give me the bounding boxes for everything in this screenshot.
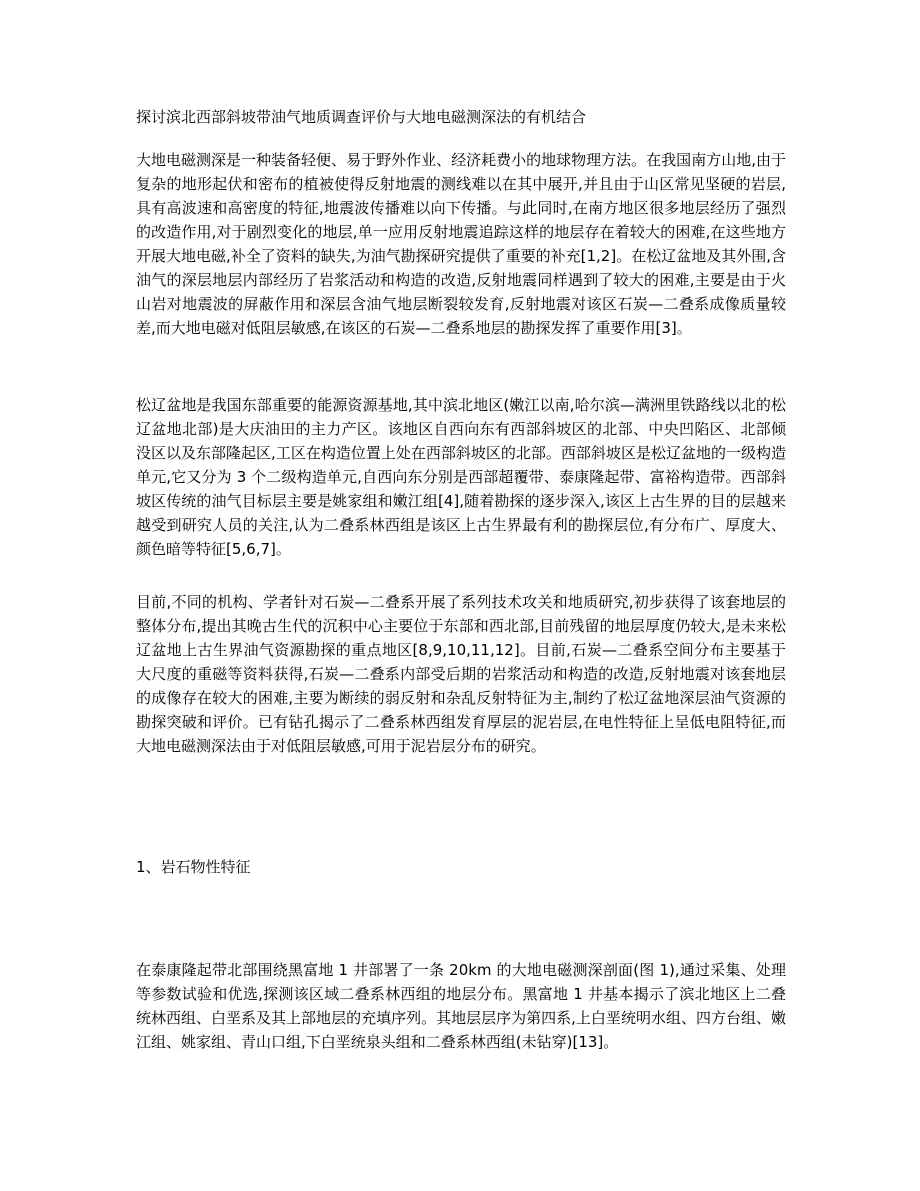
section-heading: 1、岩石物性特征: [136, 858, 251, 876]
paragraph-research-status: 目前,不同的机构、学者针对石炭—二叠系开展了系列技术攻关和地质研究,初步获得了该套地层的整体分布,提出其晚古生代的沉积中心主要位于东部和西北部,目前残留的地层厚度仍较大,是未来松辽盆地上古生界油气资源勘探的重点地区[8,9,10,11,12]。目前,石炭—二叠系空间分布主要基于大尺度的重磁等资料获得,石炭—二叠系内部受后期的岩浆活动和构造的改造,反射地震对该套地层的成像存在较大的困难,主要为断续的弱反射和杂乱反射特征为主,制约了松辽盆地深层油气资源的勘探突破和评价。已有钻孔揭示了二叠系林西组发育厚层的泥岩层,在电性特征上呈低电阻特征,而大地电磁测深法由于对低阻层敏感,可用于泥岩层分布的研究。: [136, 593, 786, 755]
paragraph-section-1: 在泰康隆起带北部围绕黑富地 1 井部署了一条 20km 的大地电磁测深剖面(图 1),通过采集、处理等参数试验和优选,探测该区域二叠系林西组的地层分布。黑富地 1 井基本揭示了滨北地区上二叠统林西组、白垩系及其上部地层的充填序列。其地层层序为第四系,上白垩统明水组、四方台组、嫩江组、姚家组、青山口组,下白垩统泉头组和二叠系林西组(未钻穿)[13]。: [136, 961, 786, 1051]
paragraph-basin: 松辽盆地是我国东部重要的能源资源基地,其中滨北地区(嫩江以南,哈尔滨—满洲里铁路线以北的松辽盆地北部)是大庆油田的主力产区。该地区自西向东有西部斜坡区的北部、中央凹陷区、北部倾没区以及东部隆起区,工区在构造位置上处在西部斜坡区的北部。西部斜坡区是松辽盆地的一级构造单元,它又分为 3 个二级构造单元,自西向东分别是西部超覆带、泰康隆起带、富裕构造带。西部斜坡区传统的油气目标层主要是姚家组和嫩江组[4],随着勘探的逐步深入,该区上古生界的目的层越来越受到研究人员的关注,认为二叠系林西组是该区上古生界最有利的勘探层位,有分布广、厚度大、颜色暗等特征[5,6,7]。: [136, 396, 786, 558]
document-title: 探讨滨北西部斜坡带油气地质调查评价与大地电磁测深法的有机结合: [136, 108, 587, 126]
paragraph-intro: 大地电磁测深是一种装备轻便、易于野外作业、经济耗费小的地球物理方法。在我国南方山地,由于复杂的地形起伏和密布的植被使得反射地震的测线难以在其中展开,并且由于山区常见坚硬的岩层,具有高波速和高密度的特征,地震波传播难以向下传播。与此同时,在南方地区很多地层经历了强烈的改造作用,对于剧烈变化的地层,单一应用反射地震追踪这样的地层存在着较大的困难,在这些地方开展大地电磁,补全了资料的缺失,为油气勘探研究提供了重要的补充[1,2]。在松辽盆地及其外围,含油气的深层地层内部经历了岩浆活动和构造的改造,反射地震同样遇到了较大的困难,主要是由于火山岩对地震波的屏蔽作用和深层含油气地层断裂较发育,反射地震对该区石炭—二叠系成像质量较差,而大地电磁对低阻层敏感,在该区的石炭—二叠系地层的勘探发挥了重要作用[3]。: [136, 151, 786, 337]
